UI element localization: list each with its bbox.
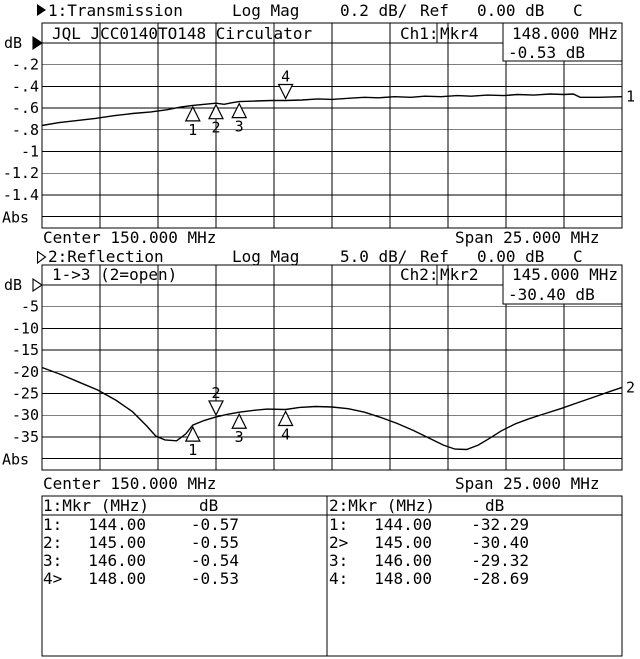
y-axis-tick-label: -20: [11, 362, 39, 381]
table-row-value: -0.55: [190, 533, 239, 552]
table-row-freq: 145.00: [374, 533, 432, 552]
channel-1-active-marker-icon: [37, 4, 47, 17]
y-axis-unit-label: dB: [4, 34, 23, 52]
y-axis-tick-label: -30: [11, 406, 39, 425]
table-row-value: -30.40: [471, 533, 529, 552]
marker-2-number: 2: [211, 118, 221, 137]
table-row-marker-num: 1:: [43, 515, 63, 534]
channel-2-marker-icon: [37, 251, 47, 264]
table-row-freq: 146.00: [374, 551, 432, 570]
table1-unit: dB: [199, 496, 219, 515]
y-axis-tick-label: -1: [20, 142, 39, 161]
ch2-format: Log Mag: [232, 247, 300, 266]
y-axis-tick-label: -1.4: [2, 185, 39, 204]
ch2-measurement-label: 2:Reflection: [48, 247, 164, 266]
marker-1-number: 1: [188, 120, 198, 139]
marker-4-number: 4: [281, 425, 291, 444]
table-row-freq: 146.00: [88, 551, 146, 570]
y-axis-tick-label: -15: [11, 341, 39, 360]
chart1-title: JQL JCC0140TO148 Circulator: [52, 24, 313, 43]
marker-1-number: 1: [188, 441, 198, 460]
ch1-format: Log Mag: [232, 1, 300, 20]
table-row-marker-num: 1:: [329, 515, 349, 534]
table-row-freq: 144.00: [88, 515, 146, 534]
marker-2-number: 2: [211, 383, 221, 402]
table1-header: 1:Mkr (MHz): [43, 496, 149, 515]
table-row-value: -29.32: [471, 551, 529, 570]
ch1-ref-value: 0.00 dB: [477, 1, 545, 20]
trace-number-label: 2: [626, 378, 636, 397]
table-row-value: -0.53: [190, 569, 239, 588]
table-row-value: -0.54: [190, 551, 239, 570]
table-row-value: -0.57: [190, 515, 239, 534]
chart1-span: Span 25.000 MHz: [455, 228, 600, 247]
table-row-freq: 145.00: [88, 533, 146, 552]
chart2-readout-value: -30.40 dB: [508, 285, 595, 304]
marker-3-number: 3: [234, 428, 244, 447]
chart1-center-freq: Center 150.000 MHz: [43, 228, 217, 247]
ch1-ref-label: Ref: [420, 1, 449, 20]
marker-3-number: 3: [234, 117, 244, 136]
ch1-scale: 0.2 dB/: [340, 1, 408, 20]
table-row-marker-num: 3:: [43, 551, 63, 570]
table-row-marker-num: 4:: [329, 569, 349, 588]
chart2-center-freq: Center 150.000 MHz: [43, 474, 217, 493]
y-axis-tick-label: -5: [20, 297, 39, 316]
chart2-readout-ch: Ch2:: [400, 265, 439, 284]
y-axis-abs-label: Abs: [2, 208, 30, 227]
table-row-marker-num: 2:: [43, 533, 63, 552]
table-row-freq: 144.00: [374, 515, 432, 534]
chart2-readout-freq: 145.000 MHz: [512, 265, 618, 284]
y-axis-tick-label: -25: [11, 384, 39, 403]
table-row-value: -32.29: [471, 515, 529, 534]
y-axis-tick-label: -.6: [11, 99, 39, 118]
table2-header: 2:Mkr (MHz): [329, 496, 435, 515]
ch2-scale: 5.0 dB/: [340, 247, 408, 266]
chart1-readout-value: -0.53 dB: [508, 43, 586, 62]
table-row-marker-num: 4>: [43, 569, 63, 588]
y-axis-tick-label: -10: [11, 319, 39, 338]
ch2-ref-label: Ref: [420, 247, 449, 266]
table-row-value: -28.69: [471, 569, 529, 588]
chart1-readout-ch: Ch1:: [400, 24, 439, 43]
y-axis-tick-label: -1.2: [2, 164, 39, 183]
chart1-readout-mkr: Mkr4: [440, 24, 479, 43]
table-row-marker-num: 2>: [329, 533, 349, 552]
ch1-measurement-label: 1:Transmission: [48, 1, 183, 20]
chart2-title: 1->3 (2=open): [52, 265, 178, 284]
chart1-readout-freq: 148.000 MHz: [512, 24, 618, 43]
ch2-cal-indicator: C: [573, 247, 583, 266]
table-row-freq: 148.00: [88, 569, 146, 588]
table-row-freq: 148.00: [374, 569, 432, 588]
ch1-cal-indicator: C: [573, 1, 583, 20]
y-axis-tick-label: -.4: [11, 77, 39, 96]
y-axis-abs-label: Abs: [2, 450, 30, 469]
chart2-span: Span 25.000 MHz: [455, 474, 600, 493]
y-axis-tick-label: -35: [11, 427, 39, 446]
table-row-marker-num: 3:: [329, 551, 349, 570]
y-axis-tick-label: -.2: [11, 55, 39, 74]
table2-unit: dB: [485, 496, 505, 515]
trace-number-label: 1: [626, 87, 636, 106]
y-axis-tick-label: -.8: [11, 120, 39, 139]
marker-4-number: 4: [281, 67, 291, 86]
y-axis-unit-label: dB: [4, 276, 23, 294]
chart2-readout-mkr: Mkr2: [440, 265, 479, 284]
ch2-ref-value: 0.00 dB: [477, 247, 545, 266]
